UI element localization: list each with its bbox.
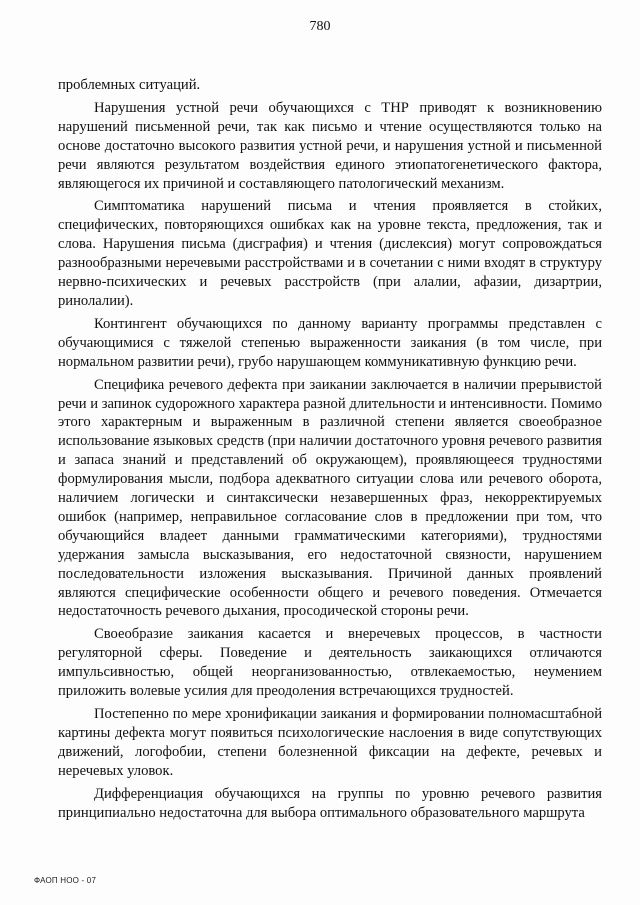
footer-document-code: ФАОП НОО - 07 bbox=[34, 876, 97, 885]
paragraph: Специфика речевого дефекта при заикании заключается в наличии прерывистой речи и запинок судорожного характера разной длительности и интенсивности. Помимо этого характерным и выраженным в различной степени является своеобразное использование языковых средств (при наличии достаточного уровня речевого развития и запаса знаний и представлений об окружающем), проявляющееся трудностями формулирования мысли, подбора адекватного ситуации слова или речевого оборота, наличием логически и синтаксически незавершенных фраз, некорректируемых ошибок (например, неправильное согласование слов в предложении при том, что обучающийся владеет данными грамматическими категориями), трудностями удержания замысла высказывания, его недостаточной связности, нарушением последовательности изложения высказывания. Причиной данных проявлений являются специфические особенности общего и речевого поведения. Отмечается недостаточность речевого дыхания, просодической стороны речи. bbox=[58, 376, 602, 620]
paragraph: Дифференциация обучающихся на группы по уровню речевого развития принципиально недостаточна для выбора оптимального образовательного маршрута bbox=[58, 785, 602, 821]
page-number: 780 bbox=[309, 19, 331, 34]
paragraph: Постепенно по мере хронификации заикания и формировании полномасштабной картины дефекта могут появиться психологические наслоения в виде сопутствующих движений, логофобии, степени болезненной фиксации на дефекте, речевых и неречевых уловок. bbox=[58, 706, 602, 779]
body-text bbox=[58, 76, 602, 826]
paragraph: Контингент обучающихся по данному варианту программы представлен с обучающимися с тяжелой степенью выраженности заикания (в том числе, при нормальном развитии речи), грубо нарушающем коммуникативную функцию речи. bbox=[58, 315, 602, 370]
paragraph: Нарушения устной речи обучающихся с ТНР приводят к возникновению нарушений письменной речи, так как письмо и чтение осуществляются только на основе достаточно высокого развития устной речи, и нарушения устной и письменной речи являются результатом воздействия единого этиопатогенетического фактора, являющегося их причиной и составляющего патологический механизм. bbox=[58, 99, 602, 192]
paragraph: Своеобразие заикания касается и внеречевых процессов, в частности регуляторной сферы. Поведение и деятельность заикающихся отличаются импульсивностью, общей неорганизованностью, отвлекаемостью, неумением приложить волевые усилия для преодоления встречающихся трудностей. bbox=[58, 626, 602, 700]
paragraph: Симптоматика нарушений письма и чтения проявляется в стойких, специфических, повторяющихся ошибках как на уровне текста, предложения, так и слова. Нарушения письма (дисграфия) и чтения (дислексия) могут сопровождаться разнообразными неречевыми расстройствами и в сочетании с ними входят в структуру нервно-психических и речевых расстройств (при алалии, афазии, дизартрии, ринолалии). bbox=[58, 198, 602, 309]
paragraph-continuation: проблемных ситуаций. bbox=[58, 77, 201, 93]
